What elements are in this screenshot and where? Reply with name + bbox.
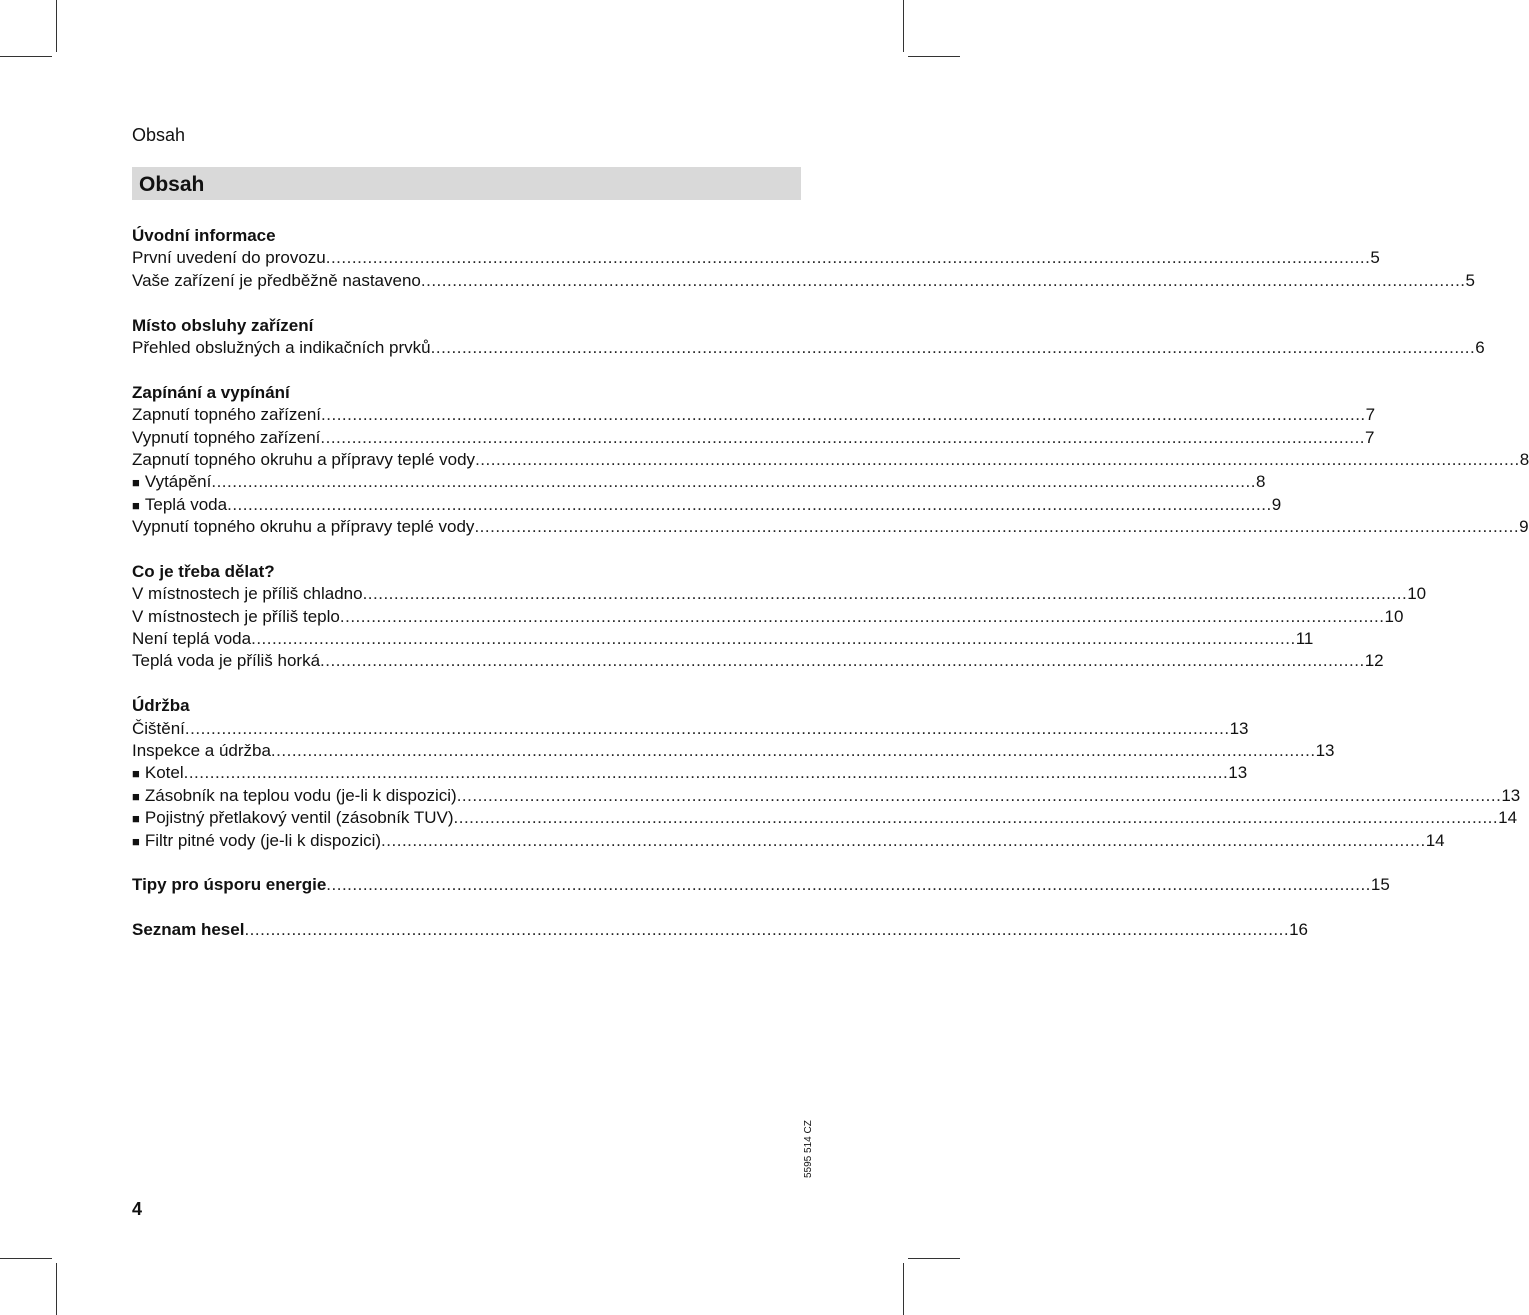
toc-entry-page: 8 [1255, 472, 1266, 492]
toc-entry-page: 13 [1229, 718, 1249, 738]
toc-entry-label: Zapnutí topného okruhu a přípravy teplé vody [132, 449, 476, 469]
square-bullet-icon: ■ [132, 833, 140, 849]
dot-leader: ........................................................................................................................................................................................................ [456, 785, 1502, 805]
toc-section [132, 919, 1309, 941]
toc-entry-page: 13 [1501, 785, 1521, 805]
toc-section [132, 315, 1485, 360]
crop-mark [56, 1263, 57, 1315]
toc-entry-label: Seznam hesel [132, 920, 245, 940]
crop-mark [0, 1258, 52, 1259]
page-title: Obsah [132, 167, 801, 200]
toc-entry[interactable] [132, 919, 1309, 941]
toc-section-title: Údržba [132, 696, 190, 716]
dot-leader: ........................................................................................................................................................................................................ [430, 337, 1476, 357]
toc-entry-label: Není teplá voda [132, 629, 252, 649]
dot-leader: ........................................................................................................................................................................................................ [227, 494, 1272, 514]
toc-entry-label: První uvedení do provozu [132, 248, 326, 268]
toc-entry-label: Vypnutí topného zařízení [132, 427, 321, 447]
toc-section [132, 874, 1390, 896]
square-bullet-icon: ■ [132, 811, 140, 827]
toc-entry[interactable] [132, 427, 1375, 449]
toc-entry-page: 9 [1519, 517, 1529, 537]
toc-section-title: Zapínání a vypínání [132, 382, 290, 402]
toc-entry-label: Teplá voda [144, 494, 228, 514]
toc-section [132, 225, 1475, 292]
dot-leader: ........................................................................................................................................................................................................ [325, 248, 1371, 268]
toc-entry[interactable] [132, 718, 1249, 740]
toc-entry-label: V místnostech je příliš teplo [132, 606, 340, 626]
toc-entry[interactable] [132, 874, 1390, 896]
toc-entry-page: 10 [1407, 584, 1427, 604]
toc-entry[interactable] [132, 516, 1529, 538]
toc-entry[interactable] [132, 471, 1266, 493]
toc-section [132, 695, 1521, 852]
dot-leader: ........................................................................................................................................................................................................ [320, 427, 1366, 447]
toc-entry-label: Tipy pro úsporu energie [132, 875, 327, 895]
dot-leader: ........................................................................................................................................................................................................ [381, 830, 1426, 850]
toc-entry[interactable] [132, 785, 1521, 807]
toc-entry-label: Vypnutí topného okruhu a přípravy teplé vody [132, 517, 475, 537]
crop-mark [56, 0, 57, 52]
dot-leader: ........................................................................................................................................................................................................ [184, 718, 1230, 738]
toc-entry-page: 13 [1315, 740, 1335, 760]
toc-entry-page: 16 [1289, 920, 1309, 940]
toc-entry-label: Kotel [144, 763, 184, 783]
toc-entry[interactable] [132, 583, 1427, 605]
dot-leader: ........................................................................................................................................................................................................ [270, 740, 1316, 760]
dot-leader: ........................................................................................................................................................................................................ [475, 449, 1520, 469]
dot-leader: ........................................................................................................................................................................................................ [183, 763, 1229, 783]
document-code: 5595 514 CZ [803, 1120, 814, 1178]
toc-entry[interactable] [132, 628, 1314, 650]
toc-entry-page: 14 [1425, 830, 1445, 850]
toc-entry-page: 8 [1519, 449, 1529, 469]
toc-entry-page: 5 [1465, 270, 1475, 290]
toc-entry-label: Filtr pitné vody (je-li k dispozici) [144, 830, 382, 850]
toc-section-title: Co je třeba dělat? [132, 561, 275, 581]
dot-leader: ........................................................................................................................................................................................................ [362, 584, 1408, 604]
toc-entry[interactable] [132, 740, 1335, 762]
toc-entry-page: 10 [1384, 606, 1404, 626]
toc-entry-page: 14 [1498, 808, 1518, 828]
toc-entry-label: Vytápění [144, 472, 212, 492]
dot-leader: ........................................................................................................................................................................................................ [339, 606, 1385, 626]
toc-section-title: Místo obsluhy zařízení [132, 315, 314, 335]
toc-section-title: Úvodní informace [132, 226, 276, 245]
dot-leader: ........................................................................................................................................................................................................ [244, 920, 1290, 940]
toc-entry[interactable] [132, 247, 1380, 269]
toc-entry[interactable] [132, 606, 1404, 628]
toc-entry-page: 11 [1295, 629, 1314, 649]
running-header: Obsah [132, 125, 186, 145]
square-bullet-icon: ■ [132, 475, 140, 491]
toc-entry[interactable] [132, 404, 1376, 426]
toc-entry[interactable] [132, 830, 1445, 852]
toc-entry-label: V místnostech je příliš chladno [132, 584, 363, 604]
toc-entry-page: 5 [1370, 248, 1380, 268]
toc-entry-label: Teplá voda je příliš horká [132, 651, 321, 671]
square-bullet-icon: ■ [132, 497, 140, 513]
toc-entry[interactable] [132, 762, 1248, 784]
table-of-contents [132, 225, 1529, 964]
toc-entry-label: Zapnutí topného zařízení [132, 405, 322, 425]
toc-entry-label: Zásobník na teplou vodu (je-li k dispozici) [144, 785, 457, 805]
crop-mark [0, 56, 52, 57]
toc-entry-label: Čištění [132, 718, 185, 738]
toc-entry-label: Pojistný přetlakový ventil (zásobník TUV) [144, 808, 454, 828]
dot-leader: ........................................................................................................................................................................................................ [211, 472, 1256, 492]
toc-entry-page: 12 [1364, 651, 1384, 671]
square-bullet-icon: ■ [132, 766, 140, 782]
toc-entry-page: 6 [1475, 337, 1485, 357]
toc-entry[interactable] [132, 807, 1518, 829]
toc-entry[interactable] [132, 337, 1485, 359]
toc-section [132, 561, 1427, 673]
dot-leader: ........................................................................................................................................................................................................ [474, 517, 1520, 537]
dot-leader: ........................................................................................................................................................................................................ [453, 808, 1499, 828]
dot-leader: ........................................................................................................................................................................................................ [326, 875, 1371, 895]
toc-section [132, 382, 1529, 539]
toc-entry-page: 13 [1228, 763, 1248, 783]
toc-entry-label: Vaše zařízení je předběžně nastaveno [132, 270, 421, 290]
page-number: 4 [132, 1199, 143, 1219]
toc-entry[interactable] [132, 270, 1475, 292]
toc-entry-page: 15 [1370, 875, 1390, 895]
crop-mark [908, 56, 960, 57]
dot-leader: ........................................................................................................................................................................................................ [320, 651, 1365, 671]
dot-leader: ........................................................................................................................................................................................................ [420, 270, 1466, 290]
toc-entry[interactable] [132, 449, 1529, 471]
toc-entry-label: Inspekce a údržba [132, 740, 271, 760]
dot-leader: ........................................................................................................................................................................................................ [321, 405, 1366, 425]
toc-entry-page: 9 [1271, 494, 1282, 514]
toc-entry-page: 7 [1365, 405, 1376, 425]
crop-mark [908, 1258, 960, 1259]
toc-entry[interactable] [132, 494, 1282, 516]
crop-mark [903, 0, 904, 52]
toc-entry[interactable] [132, 650, 1384, 672]
toc-entry-page: 7 [1365, 427, 1375, 447]
dot-leader: ........................................................................................................................................................................................................ [251, 629, 1296, 649]
crop-mark [903, 1263, 904, 1315]
square-bullet-icon: ■ [132, 788, 140, 804]
toc-entry-label: Přehled obslužných a indikačních prvků [132, 337, 431, 357]
